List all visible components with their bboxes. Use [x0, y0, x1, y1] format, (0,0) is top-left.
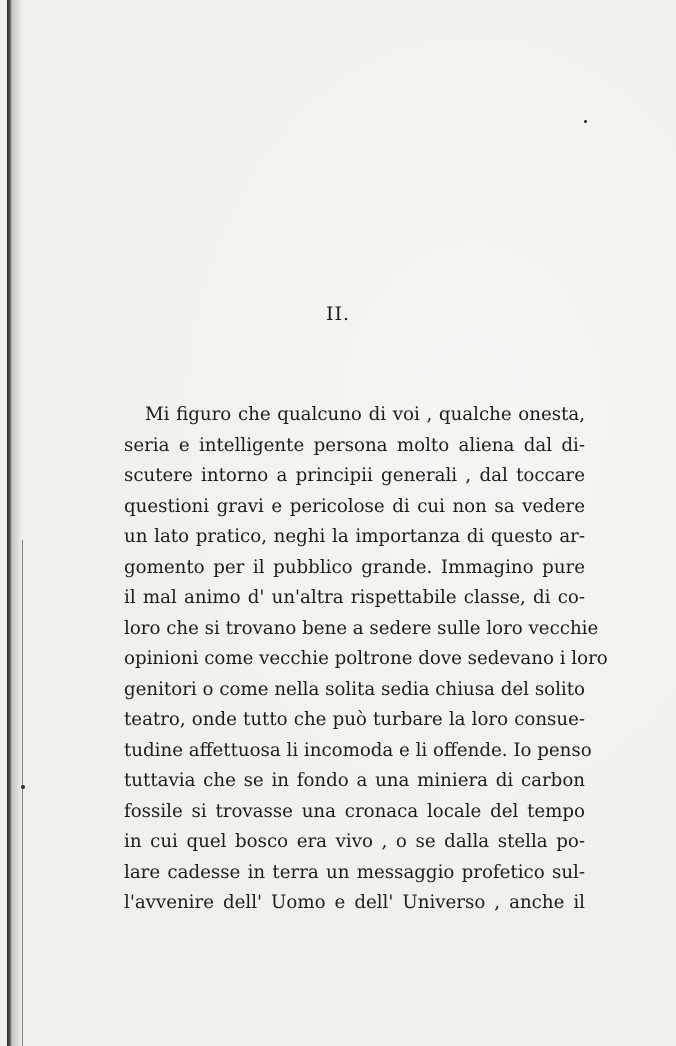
ink-speck: [21, 785, 25, 789]
text-line: gomento per il pubblico grande. Immagino pure: [124, 556, 585, 578]
text-line: il mal animo d' un'altra rispettabile classe, di co-: [124, 587, 585, 608]
ink-speck: [584, 120, 587, 123]
body-paragraph: [124, 400, 608, 919]
text-line: opinioni come vecchie poltrone dove sedevano i loro: [124, 648, 608, 669]
text-line: un lato pratico, neghi la importanza di questo ar-: [124, 526, 585, 547]
text-line: lare cadesse in terra un messaggio profetico sul-: [124, 861, 585, 883]
text-line: in cui quel bosco era vivo , o se dalla stella po-: [124, 831, 585, 852]
text-line: tudine affettuosa li incomoda e li offende. Io penso: [124, 739, 592, 761]
binding-shadow: [12, 0, 22, 1046]
text-line: l'avvenire dell' Uomo e dell' Universo , anche il: [124, 892, 585, 913]
text-line: teatro, onde tutto che può turbare la loro consue-: [124, 709, 585, 730]
text-line: fossile si trovasse una cronaca locale del tempo: [124, 800, 585, 822]
text-line: questioni gravi e pericolose di cui non sa vedere: [124, 495, 585, 517]
chapter-heading: II.: [325, 303, 351, 325]
text-line: scutere intorno a principii generali , dal toccare: [124, 465, 585, 486]
text-line: loro che si trovano bene a sedere sulle loro vecchie: [124, 617, 599, 639]
text-line: seria e intelligente persona molto aliena dal di-: [124, 434, 585, 456]
margin-rule: [22, 540, 23, 1046]
text-line: tuttavia che se in fondo a una miniera di carbon: [124, 770, 585, 791]
text-line: Mi figuro che qualcuno di voi , qualche onesta,: [145, 404, 585, 425]
text-line: genitori o come nella solita sedia chiusa del solito: [124, 678, 585, 700]
